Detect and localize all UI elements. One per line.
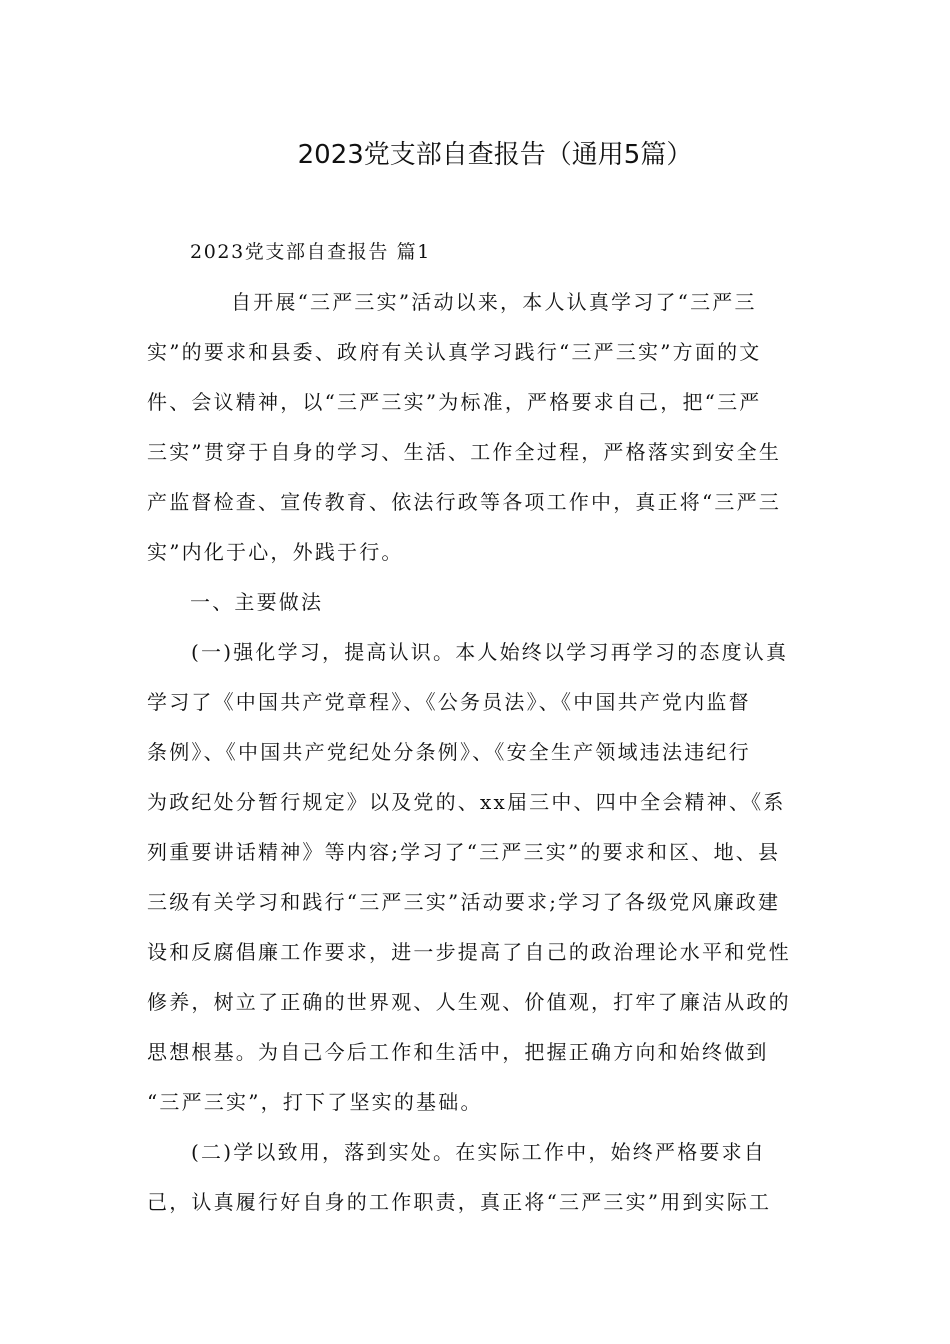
paragraph-intro xyxy=(147,277,811,577)
document-title: 2023党支部自查报告（通用5篇） xyxy=(297,140,693,170)
paragraph-line: 三实”贯穿于自身的学习、生活、工作全过程，严格落实到安全生 xyxy=(147,440,782,464)
paragraph-line: (一)强化学习，提高认识。本人始终以学习再学习的态度认真 xyxy=(191,640,789,664)
paragraph-study xyxy=(147,627,811,1127)
paragraph-line: 实”的要求和县委、政府有关认真学习践行“三严三实”方面的文 xyxy=(147,340,762,364)
paragraph-line: 实”内化于心，外践于行。 xyxy=(147,540,404,564)
paragraph-line: 自开展“三严三实”活动以来，本人认真学习了“三严三 xyxy=(231,290,757,314)
paragraph-line: 己，认真履行好自身的工作职责，真正将“三严三实”用到实际工 xyxy=(147,1190,772,1214)
paragraph-line: (二)学以致用，落到实处。在实际工作中，始终严格要求自 xyxy=(191,1140,767,1164)
paragraph-line: 列重要讲话精神》等内容;学习了“三严三实”的要求和区、地、县 xyxy=(147,840,781,864)
paragraph-line: 三级有关学习和践行“三严三实”活动要求;学习了各级党风廉政建 xyxy=(147,890,781,914)
paragraph-line: 条例》、《中国共产党纪处分条例》、《安全生产领域违法违纪行 xyxy=(147,740,751,764)
section-heading-main-practices: 一、主要做法 xyxy=(190,590,324,614)
section-subtitle: 2023党支部自查报告 篇1 xyxy=(190,241,431,263)
paragraph-line: 为政纪处分暂行规定》以及党的、xx届三中、四中全会精神、《系 xyxy=(147,790,786,814)
paragraph-line: 产监督检查、宣传教育、依法行政等各项工作中，真正将“三严三 xyxy=(147,490,782,514)
paragraph-line: 件、会议精神，以“三严三实”为标准，严格要求自己，把“三严 xyxy=(147,390,762,414)
paragraph-application xyxy=(147,1127,811,1227)
paragraph-line: 设和反腐倡廉工作要求，进一步提高了自己的政治理论水平和党性 xyxy=(147,940,791,964)
paragraph-line: “三严三实”，打下了坚实的基础。 xyxy=(147,1090,483,1114)
paragraph-line: 学习了《中国共产党章程》、《公务员法》、《中国共产党内监督 xyxy=(147,690,751,714)
paragraph-line: 思想根基。为自己今后工作和生活中，把握正确方向和始终做到 xyxy=(147,1040,769,1064)
paragraph-line: 修养，树立了正确的世界观、人生观、价值观，打牢了廉洁从政的 xyxy=(147,990,791,1014)
